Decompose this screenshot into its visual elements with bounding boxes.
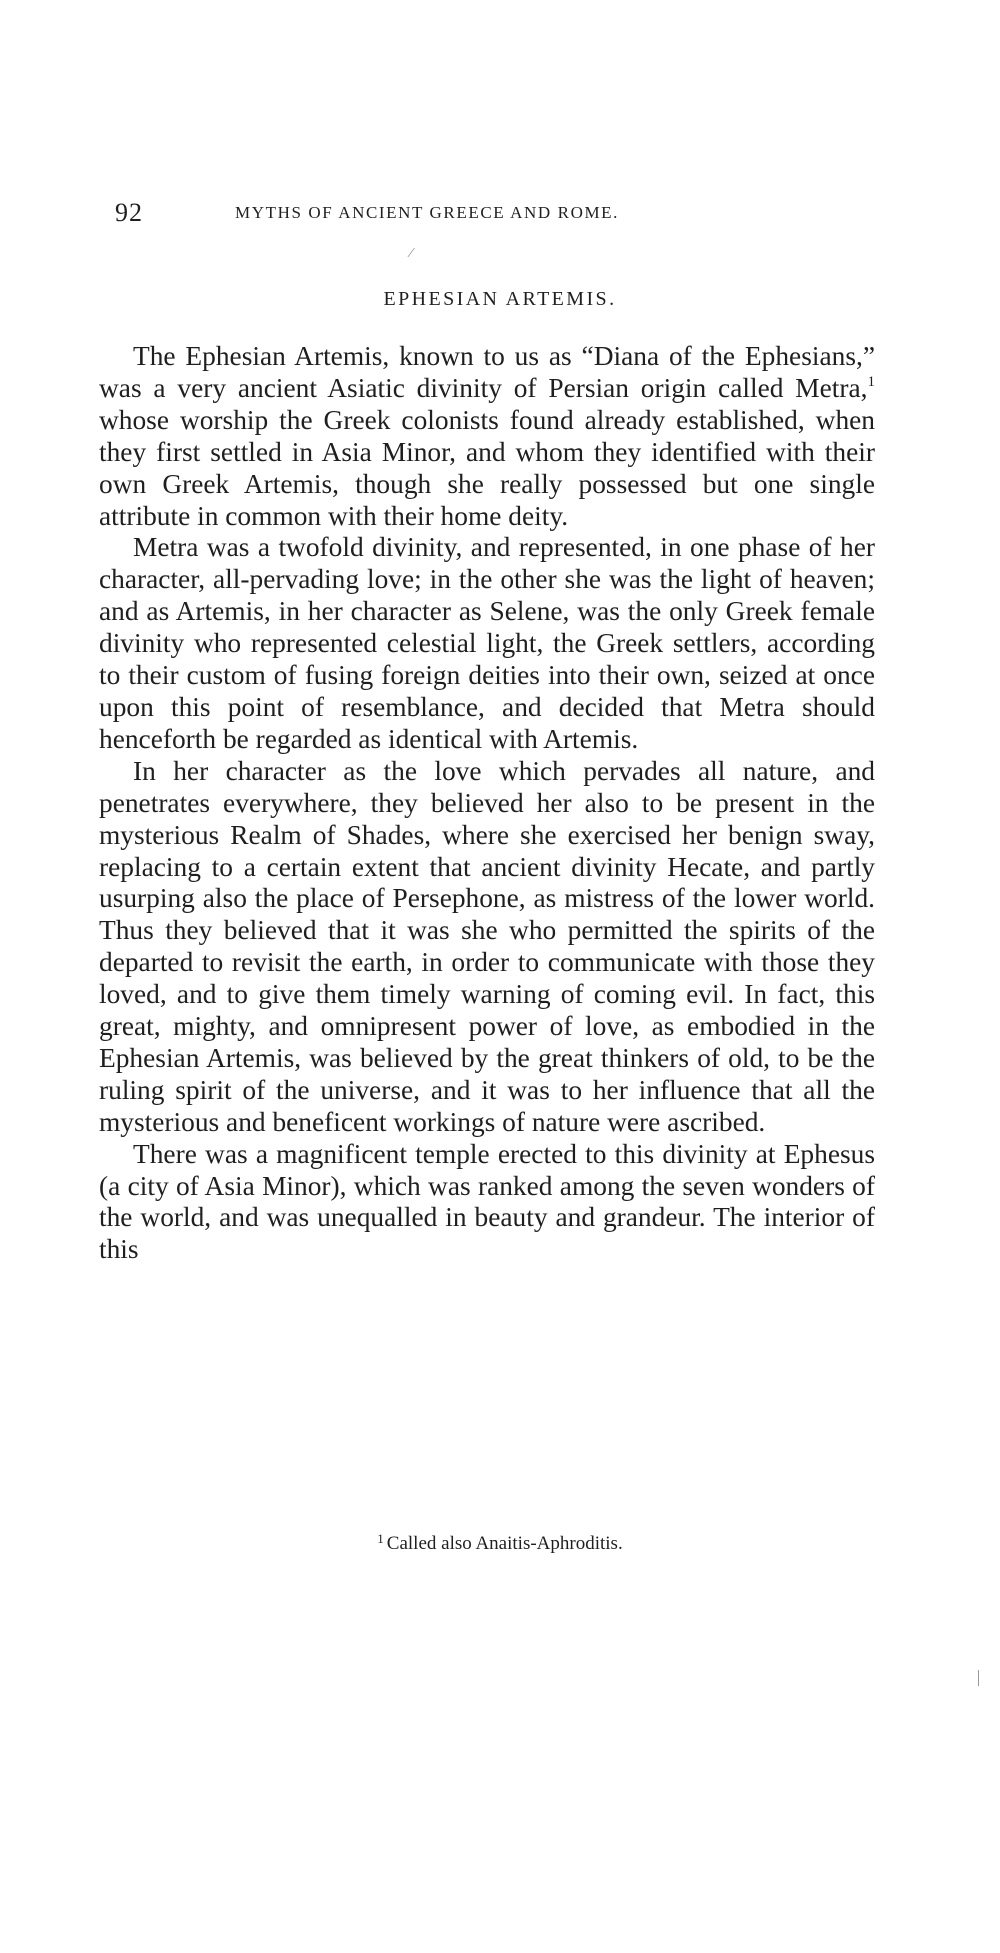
paragraph-1-text-b: whose worship the Greek colonists found already established, when they first settled in Asia Minor, and whom they identified with their own Greek Artemis, though she really possessed but one single attribute in common with their home deity. [99, 404, 875, 531]
paragraph-1 [99, 341, 875, 532]
footnote [0, 1531, 1000, 1555]
paragraph-2: Metra was a twofold divinity, and represented, in one phase of her character, all-pervading love; in the other she was the light of heaven; and as Artemis, in her character as Selene, was the only Greek female divinity who represented celestial light, the Greek settlers, according to their custom of fusing foreign deities into their own, seized at once upon this point of resemblance, and decided that Metra should henceforth be regarded as identical with Artemis. [99, 532, 875, 754]
section-title: EPHESIAN ARTEMIS. [383, 288, 617, 310]
paragraph-3: In her character as the love which pervades all nature, and penetrates everywhere, they believed her also to be present in the mysterious Realm of Shades, where she exercised her benign sway, replacing to a certain extent that ancient divinity Hecate, and partly usurping also the place of Persephone, as mistress of the lower world. Thus they believed that it was she who permitted the spirits of the departed to revisit the earth, in order to communicate with those they loved, and to give them timely warning of coming evil. In fact, this great, mighty, and omnipresent power of love, as embodied in the Ephesian Artemis, was believed by the great thinkers of old, to be the ruling spirit of the universe, and it was to her influence that all the mysterious and beneficent workings of nature were ascribed. [99, 755, 875, 1137]
footnote-mark: 1 [377, 1531, 384, 1546]
paragraph-1-text-a: The Ephesian Artemis, known to us as “Diana of the Ephesians,” was a very ancient Asiatic divinity of Persian origin called Metra, [99, 341, 875, 403]
paragraph-4: There was a magnificent temple erected to this divinity at Ephesus (a city of Asia Minor), which was ranked among the seven wonders of the world, and was unequalled in beauty and grandeur. The interior of this [99, 1138, 875, 1265]
page-number: 92 [115, 198, 143, 227]
body-text [99, 341, 875, 1266]
footnote-reference: 1 [867, 373, 875, 390]
running-title: MYTHS OF ANCIENT GREECE AND ROME. [235, 203, 620, 222]
footnote-text: Called also Anaitis-Aphroditis. [386, 1533, 623, 1554]
page-edge-mark [978, 1670, 979, 1686]
print-speck: ⁄ [410, 246, 413, 261]
running-head [115, 198, 875, 230]
